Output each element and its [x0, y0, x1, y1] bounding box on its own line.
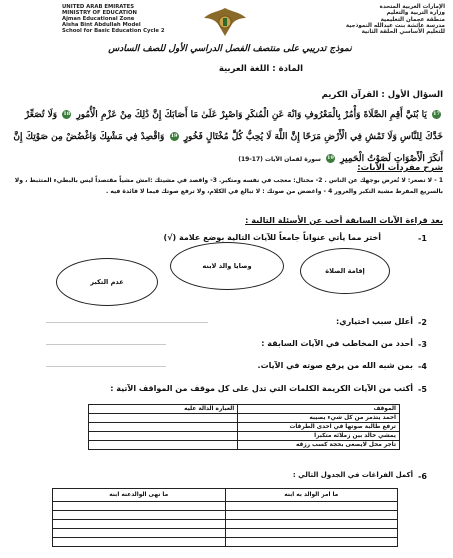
vocab-explanation	[7, 175, 443, 197]
answer-cell[interactable]	[89, 432, 238, 441]
question-text: أحدد من المخاطب في الآيات السابقة :	[261, 339, 413, 348]
header-line: MINISTRY OF EDUCATION	[62, 10, 137, 17]
table-row	[53, 511, 398, 520]
question-text: بمن شبه الله من يرفع صوته في الآيات.	[257, 361, 413, 370]
table-row	[89, 441, 400, 450]
table-header-cell: العبارة الدالة عليه	[89, 405, 238, 414]
answer-cell[interactable]	[225, 502, 398, 511]
option-label: وصايا والد لابنه	[202, 262, 252, 270]
table-row	[53, 529, 398, 538]
answer-cell[interactable]	[53, 529, 226, 538]
surah-reference: سورة لقمان الآيات (17-19)	[238, 156, 321, 163]
table-row	[89, 414, 400, 423]
option-label: عدم التكبر	[90, 278, 124, 286]
verse-number-marker: 19	[327, 155, 334, 161]
header-line: School for Basic Education Cycle 2	[62, 28, 165, 35]
vocab-line: 1 - لا تصعر: لا تُعرض بوجهك عن الناس . 2- مختال: معجب في نفسه ومتكبر. 3- واقصد في مشيتك :امش مشياً مقتصداً ليس بالبطيء المتثبط ، ولا	[14, 177, 443, 184]
answer-line[interactable]: ……………………………………………………	[46, 340, 166, 347]
header-line: وزارة التربية والتعليم	[386, 10, 445, 17]
subject-label: المادة : اللغة العربية	[218, 64, 303, 74]
table-row	[53, 538, 398, 547]
verse-number-marker: 19	[170, 133, 178, 139]
question-text: أختر مما يأتي عنواناً جامعاً للآيات التالية بوضع علامة (√)	[163, 233, 381, 242]
table-row	[53, 520, 398, 529]
verse-number-marker: 17	[433, 111, 440, 117]
option-cloud[interactable]	[56, 258, 158, 306]
verse-text: وَاقْصِدْ فِي مَشْيِكَ وَاغْضُضْ مِن صَوْتِكَ إِنَّ أَنكَرَ الْأَصْوَاتِ لَصَوْتُ الْحَمِيرِ	[13, 132, 443, 164]
question-number: -5	[418, 385, 427, 394]
section-heading-quran: السؤال الأول : القرآن الكريم	[321, 90, 443, 100]
answer-cell[interactable]	[225, 538, 398, 547]
answer-cell[interactable]	[89, 423, 238, 432]
header-line: Aisha Bint Abdullah Model	[62, 22, 141, 29]
answer-cell[interactable]	[225, 511, 398, 520]
question-text: أعلل سبب اختياري:	[336, 317, 413, 326]
verse-number-marker: 18	[63, 111, 71, 117]
answer-line[interactable]: ………………………………………………………………………	[46, 318, 208, 325]
answer-cell[interactable]	[225, 529, 398, 538]
question-number: -4	[418, 362, 427, 371]
table-row	[89, 423, 400, 432]
header-line: مدرسة عائشة بنت عبدالله النموذجية	[345, 22, 445, 29]
school-name-arabic	[325, 4, 445, 35]
option-label: إقامة الصلاة	[325, 267, 365, 275]
answer-cell[interactable]	[53, 538, 226, 547]
header-line: الإمارات العربية المتحدة	[379, 4, 445, 10]
header-line: UNITED ARAB EMIRATES	[62, 4, 135, 10]
table-row	[89, 432, 400, 441]
answer-cell[interactable]	[53, 502, 226, 511]
verses-block	[7, 104, 443, 171]
uae-emblem-icon	[190, 4, 260, 40]
answer-line[interactable]: ……………………………………………………	[46, 362, 166, 369]
verse-text: يَا بُنَيَّ أَقِمِ الصَّلَاةَ وَأْمُرْ بِالْمَعْرُوفِ وَانْهَ عَنِ الْمُنكَرِ وَاصْبِرْ عَلَىٰ مَا أَصَابَكَ إِنَّ ذَٰلِكَ مِنْ عَزْمِ الْأُمُورِ	[76, 110, 427, 120]
option-cloud[interactable]	[170, 242, 284, 290]
situation-cell: تاجر محل لايصغى بحجة كسب رزقه	[238, 441, 400, 450]
table-header-cell: ما نهى الوالدعنه ابنه	[53, 489, 226, 502]
question-number: -1	[418, 234, 427, 243]
header-line: Ajman Educational Zone	[62, 16, 135, 23]
verse-text: وَلَا تُصَعِّرْ خَدَّكَ لِلنَّاسِ وَلَا تَمْشِ فِي الْأَرْضِ مَرَحًا إِنَّ اللَّهَ لَا يُحِبُّ كُلَّ مُخْتَالٍ فَخُورٍ	[24, 110, 443, 142]
header-line: للتعليم الأساسي الحلقة الثانية	[361, 29, 445, 36]
situations-table	[88, 404, 400, 450]
answer-cell[interactable]	[89, 441, 238, 450]
answer-cell[interactable]	[53, 511, 226, 520]
orders-forbids-table	[52, 488, 398, 547]
table-header-cell: ما امر الوالد به ابنه	[225, 489, 398, 502]
answer-cell[interactable]	[89, 414, 238, 423]
table-header-row	[89, 405, 400, 414]
answer-cell[interactable]	[53, 520, 226, 529]
option-cloud[interactable]	[300, 248, 390, 294]
question-number: -2	[418, 318, 427, 327]
header-line: منطقة عجمان التعليمية	[380, 16, 445, 23]
vocab-heading: شرح مفردات الآيات:	[357, 163, 443, 173]
school-name-english	[62, 4, 172, 34]
question-number: -3	[418, 340, 427, 349]
question-text: أكتب من الآيات الكريمة الكلمات التي تدل على كل موقف من المواقف الآتية :	[110, 384, 413, 393]
page-title: نموذج تدريبي على منتصف الفصل الدراسي الأول للصف السادس	[108, 44, 352, 54]
situation-cell: يمشي خالد بين زملائه متكبرا	[238, 432, 400, 441]
situation-cell: احمد يتذمر من كل شيء يصيبه	[238, 414, 400, 423]
vocab-line: بالسريع المفرط مشية التكبر والغرور 4 - واغضض من صوتك : لا تبالغ في الكلام، ولا ترفع صوتك فيما لا فائدة فيه .	[105, 188, 443, 195]
table-row	[53, 502, 398, 511]
question-number: -6	[418, 472, 427, 481]
instructions-heading: بعد قراءة الآيات السابقة أجب عن الأسئلة التالية :	[245, 215, 443, 225]
question-text: أكمل الفراغات في الجدول التالي :	[292, 471, 413, 479]
answer-cell[interactable]	[225, 520, 398, 529]
situation-cell: ترفع طالبة صوتها في احدى الطرقات	[238, 423, 400, 432]
table-header-row	[53, 489, 398, 502]
table-header-cell: الموقف	[238, 405, 400, 414]
